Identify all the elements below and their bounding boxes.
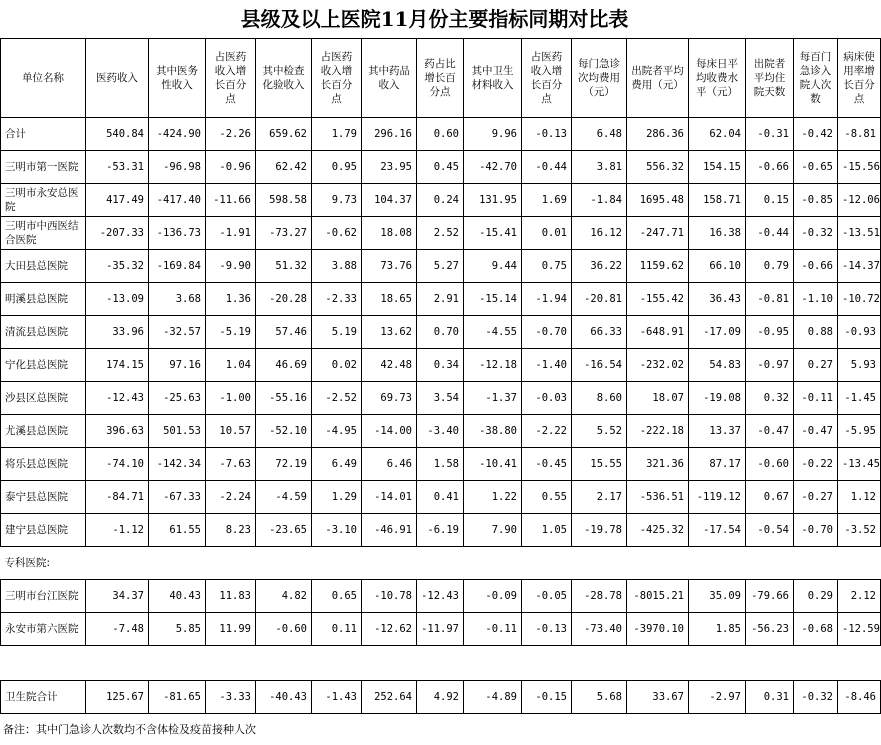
value-cell: 125.67: [86, 681, 149, 714]
value-cell: -8015.21: [627, 580, 689, 613]
unit-name-cell: 合计: [1, 118, 86, 151]
value-cell: -19.08: [689, 382, 746, 415]
value-cell: 0.31: [746, 681, 794, 714]
value-cell: 15.55: [572, 448, 627, 481]
value-cell: -25.63: [149, 382, 206, 415]
value-cell: 66.10: [689, 250, 746, 283]
table-row: [1, 613, 881, 646]
value-cell: -81.65: [149, 681, 206, 714]
value-cell: 5.85: [149, 613, 206, 646]
value-cell: -5.95: [838, 415, 881, 448]
value-cell: -2.26: [206, 118, 256, 151]
value-cell: 0.75: [522, 250, 572, 283]
value-cell: 1.12: [838, 481, 881, 514]
value-cell: -0.42: [794, 118, 838, 151]
column-header: 其中药品收入: [362, 39, 417, 118]
value-cell: 0.27: [794, 349, 838, 382]
value-cell: 1.58: [417, 448, 464, 481]
value-cell: -0.60: [256, 613, 312, 646]
comparison-table: [0, 38, 881, 714]
value-cell: -1.94: [522, 283, 572, 316]
value-cell: 0.01: [522, 217, 572, 250]
value-cell: 4.92: [417, 681, 464, 714]
value-cell: -648.91: [627, 316, 689, 349]
value-cell: 540.84: [86, 118, 149, 151]
value-cell: 6.48: [572, 118, 627, 151]
value-cell: 154.15: [689, 151, 746, 184]
value-cell: 252.64: [362, 681, 417, 714]
value-cell: 1.22: [464, 481, 522, 514]
column-header: 每百门急诊入院人次数: [794, 39, 838, 118]
value-cell: -1.12: [86, 514, 149, 547]
value-cell: -9.90: [206, 250, 256, 283]
value-cell: -0.22: [794, 448, 838, 481]
value-cell: 18.07: [627, 382, 689, 415]
value-cell: -13.45: [838, 448, 881, 481]
value-cell: 16.38: [689, 217, 746, 250]
value-cell: 0.70: [417, 316, 464, 349]
value-cell: 13.37: [689, 415, 746, 448]
value-cell: 1.29: [312, 481, 362, 514]
value-cell: -2.52: [312, 382, 362, 415]
value-cell: -0.62: [312, 217, 362, 250]
value-cell: -0.60: [746, 448, 794, 481]
value-cell: 9.96: [464, 118, 522, 151]
value-cell: -11.66: [206, 184, 256, 217]
value-cell: -0.47: [794, 415, 838, 448]
value-cell: 2.91: [417, 283, 464, 316]
value-cell: -424.90: [149, 118, 206, 151]
value-cell: -3.10: [312, 514, 362, 547]
value-cell: -74.10: [86, 448, 149, 481]
value-cell: -0.13: [522, 613, 572, 646]
value-cell: 1.85: [689, 613, 746, 646]
column-header: 其中卫生材料收入: [464, 39, 522, 118]
unit-name-cell: 明溪县总医院: [1, 283, 86, 316]
value-cell: -20.28: [256, 283, 312, 316]
value-cell: 5.93: [838, 349, 881, 382]
value-cell: 61.55: [149, 514, 206, 547]
value-cell: 174.15: [86, 349, 149, 382]
value-cell: 33.96: [86, 316, 149, 349]
table-body: [1, 118, 881, 714]
value-cell: -84.71: [86, 481, 149, 514]
unit-name-cell: 尤溪县总医院: [1, 415, 86, 448]
value-cell: -2.97: [689, 681, 746, 714]
table-row: [1, 349, 881, 382]
value-cell: 3.54: [417, 382, 464, 415]
value-cell: -12.59: [838, 613, 881, 646]
value-cell: 87.17: [689, 448, 746, 481]
value-cell: -12.43: [86, 382, 149, 415]
value-cell: -12.06: [838, 184, 881, 217]
value-cell: 0.24: [417, 184, 464, 217]
value-cell: 3.81: [572, 151, 627, 184]
value-cell: 158.71: [689, 184, 746, 217]
value-cell: -8.81: [838, 118, 881, 151]
value-cell: 6.49: [312, 448, 362, 481]
value-cell: 11.83: [206, 580, 256, 613]
value-cell: -0.66: [794, 250, 838, 283]
value-cell: 16.12: [572, 217, 627, 250]
value-cell: -12.62: [362, 613, 417, 646]
value-cell: 72.19: [256, 448, 312, 481]
value-cell: -1.43: [312, 681, 362, 714]
value-cell: 66.33: [572, 316, 627, 349]
column-header: 出院者平均住院天数: [746, 39, 794, 118]
value-cell: 1.69: [522, 184, 572, 217]
section-row: [1, 547, 881, 580]
value-cell: -0.09: [464, 580, 522, 613]
column-header: 出院者平均费用（元）: [627, 39, 689, 118]
value-cell: -136.73: [149, 217, 206, 250]
value-cell: 7.90: [464, 514, 522, 547]
value-cell: 18.65: [362, 283, 417, 316]
unit-name-cell: 永安市第六医院: [1, 613, 86, 646]
value-cell: 42.48: [362, 349, 417, 382]
value-cell: -8.46: [838, 681, 881, 714]
value-cell: 0.29: [794, 580, 838, 613]
value-cell: -14.37: [838, 250, 881, 283]
value-cell: -5.19: [206, 316, 256, 349]
value-cell: -0.44: [746, 217, 794, 250]
value-cell: -15.14: [464, 283, 522, 316]
value-cell: 34.37: [86, 580, 149, 613]
value-cell: -4.59: [256, 481, 312, 514]
value-cell: -0.70: [794, 514, 838, 547]
value-cell: 36.43: [689, 283, 746, 316]
value-cell: -12.18: [464, 349, 522, 382]
value-cell: -0.31: [746, 118, 794, 151]
value-cell: -13.09: [86, 283, 149, 316]
value-cell: -1.84: [572, 184, 627, 217]
value-cell: 5.27: [417, 250, 464, 283]
column-header: 其中医务性收入: [149, 39, 206, 118]
value-cell: -28.78: [572, 580, 627, 613]
value-cell: -3970.10: [627, 613, 689, 646]
value-cell: -96.98: [149, 151, 206, 184]
column-header: 每门急诊次均费用（元）: [572, 39, 627, 118]
value-cell: 1.04: [206, 349, 256, 382]
value-cell: 5.19: [312, 316, 362, 349]
value-cell: 73.76: [362, 250, 417, 283]
value-cell: 57.46: [256, 316, 312, 349]
value-cell: -0.97: [746, 349, 794, 382]
value-cell: 5.52: [572, 415, 627, 448]
value-cell: -4.55: [464, 316, 522, 349]
value-cell: -2.24: [206, 481, 256, 514]
value-cell: 13.62: [362, 316, 417, 349]
value-cell: -4.95: [312, 415, 362, 448]
value-cell: 62.42: [256, 151, 312, 184]
column-header: 其中检查化验收入: [256, 39, 312, 118]
table-row: [1, 184, 881, 217]
value-cell: 0.34: [417, 349, 464, 382]
value-cell: -7.48: [86, 613, 149, 646]
value-cell: -0.65: [794, 151, 838, 184]
value-cell: -0.93: [838, 316, 881, 349]
value-cell: 11.99: [206, 613, 256, 646]
value-cell: 0.60: [417, 118, 464, 151]
value-cell: -67.33: [149, 481, 206, 514]
value-cell: -3.40: [417, 415, 464, 448]
value-cell: 3.68: [149, 283, 206, 316]
value-cell: -0.15: [522, 681, 572, 714]
value-cell: 0.45: [417, 151, 464, 184]
value-cell: -10.72: [838, 283, 881, 316]
value-cell: -13.51: [838, 217, 881, 250]
value-cell: -2.22: [522, 415, 572, 448]
value-cell: 4.82: [256, 580, 312, 613]
value-cell: 51.32: [256, 250, 312, 283]
value-cell: 54.83: [689, 349, 746, 382]
unit-name-cell: 泰宁县总医院: [1, 481, 86, 514]
spacer-cell: [1, 646, 881, 681]
value-cell: -14.00: [362, 415, 417, 448]
value-cell: -53.31: [86, 151, 149, 184]
value-cell: -0.27: [794, 481, 838, 514]
value-cell: 321.36: [627, 448, 689, 481]
value-cell: -19.78: [572, 514, 627, 547]
value-cell: 9.44: [464, 250, 522, 283]
value-cell: -2.33: [312, 283, 362, 316]
value-cell: -11.97: [417, 613, 464, 646]
table-row: [1, 217, 881, 250]
value-cell: -4.89: [464, 681, 522, 714]
value-cell: 0.65: [312, 580, 362, 613]
value-cell: 0.32: [746, 382, 794, 415]
value-cell: 131.95: [464, 184, 522, 217]
value-cell: -52.10: [256, 415, 312, 448]
value-cell: 598.58: [256, 184, 312, 217]
table-row: [1, 316, 881, 349]
unit-name-cell: 卫生院合计: [1, 681, 86, 714]
spacer-row: [1, 646, 881, 681]
value-cell: -42.70: [464, 151, 522, 184]
value-cell: 33.67: [627, 681, 689, 714]
value-cell: -1.10: [794, 283, 838, 316]
value-cell: -3.33: [206, 681, 256, 714]
value-cell: -73.27: [256, 217, 312, 250]
value-cell: -56.23: [746, 613, 794, 646]
value-cell: 0.88: [794, 316, 838, 349]
value-cell: -0.66: [746, 151, 794, 184]
table-row: [1, 514, 881, 547]
table-row: [1, 580, 881, 613]
unit-name-cell: 三明市台江医院: [1, 580, 86, 613]
value-cell: -142.34: [149, 448, 206, 481]
value-cell: 1695.48: [627, 184, 689, 217]
value-cell: -1.45: [838, 382, 881, 415]
value-cell: -222.18: [627, 415, 689, 448]
value-cell: 23.95: [362, 151, 417, 184]
table-row: [1, 151, 881, 184]
value-cell: -55.16: [256, 382, 312, 415]
unit-name-cell: 大田县总医院: [1, 250, 86, 283]
value-cell: 62.04: [689, 118, 746, 151]
value-cell: 0.02: [312, 349, 362, 382]
value-cell: 6.46: [362, 448, 417, 481]
table-row: [1, 415, 881, 448]
value-cell: -15.41: [464, 217, 522, 250]
value-cell: 104.37: [362, 184, 417, 217]
unit-name-cell: 宁化县总医院: [1, 349, 86, 382]
value-cell: -0.81: [746, 283, 794, 316]
value-cell: 501.53: [149, 415, 206, 448]
value-cell: 8.60: [572, 382, 627, 415]
value-cell: -119.12: [689, 481, 746, 514]
value-cell: 286.36: [627, 118, 689, 151]
column-header: 占医药收入增长百分点: [312, 39, 362, 118]
footnote: 备注：其中门急诊人次数均不含体检及疫苗接种人次: [3, 723, 256, 736]
column-header: 医药收入: [86, 39, 149, 118]
column-header: 每床日平均收费水平（元）: [689, 39, 746, 118]
value-cell: -0.13: [522, 118, 572, 151]
unit-name-cell: 三明市永安总医院: [1, 184, 86, 217]
value-cell: -1.37: [464, 382, 522, 415]
column-header: 占医药收入增长百分点: [206, 39, 256, 118]
value-cell: 8.23: [206, 514, 256, 547]
value-cell: 0.95: [312, 151, 362, 184]
value-cell: 396.63: [86, 415, 149, 448]
value-cell: -1.00: [206, 382, 256, 415]
value-cell: 1.36: [206, 283, 256, 316]
value-cell: 2.17: [572, 481, 627, 514]
value-cell: 659.62: [256, 118, 312, 151]
value-cell: -40.43: [256, 681, 312, 714]
value-cell: 0.41: [417, 481, 464, 514]
table-row: [1, 250, 881, 283]
unit-name-cell: 将乐县总医院: [1, 448, 86, 481]
value-cell: -10.78: [362, 580, 417, 613]
unit-name-cell: 三明市中西医结合医院: [1, 217, 86, 250]
value-cell: -232.02: [627, 349, 689, 382]
value-cell: -247.71: [627, 217, 689, 250]
value-cell: 2.12: [838, 580, 881, 613]
value-cell: -23.65: [256, 514, 312, 547]
value-cell: -0.11: [794, 382, 838, 415]
value-cell: -0.95: [746, 316, 794, 349]
column-header: 药占比增长百分点: [417, 39, 464, 118]
value-cell: -1.91: [206, 217, 256, 250]
value-cell: -425.32: [627, 514, 689, 547]
value-cell: 10.57: [206, 415, 256, 448]
unit-name-cell: 建宁县总医院: [1, 514, 86, 547]
value-cell: -16.54: [572, 349, 627, 382]
value-cell: 2.52: [417, 217, 464, 250]
value-cell: 40.43: [149, 580, 206, 613]
value-cell: 35.09: [689, 580, 746, 613]
value-cell: 1159.62: [627, 250, 689, 283]
value-cell: -0.44: [522, 151, 572, 184]
section-label: 专科医院:: [1, 547, 881, 580]
value-cell: -38.80: [464, 415, 522, 448]
value-cell: -15.56: [838, 151, 881, 184]
value-cell: -35.32: [86, 250, 149, 283]
value-cell: -0.05: [522, 580, 572, 613]
column-header: 占医药收入增长百分点: [522, 39, 572, 118]
value-cell: -155.42: [627, 283, 689, 316]
value-cell: -169.84: [149, 250, 206, 283]
value-cell: 0.15: [746, 184, 794, 217]
value-cell: 9.73: [312, 184, 362, 217]
value-cell: 18.08: [362, 217, 417, 250]
value-cell: -20.81: [572, 283, 627, 316]
value-cell: -6.19: [417, 514, 464, 547]
value-cell: -17.09: [689, 316, 746, 349]
table-row: [1, 382, 881, 415]
value-cell: -14.01: [362, 481, 417, 514]
value-cell: -0.85: [794, 184, 838, 217]
value-cell: -0.70: [522, 316, 572, 349]
value-cell: -0.96: [206, 151, 256, 184]
table-row: [1, 118, 881, 151]
value-cell: -417.40: [149, 184, 206, 217]
value-cell: 5.68: [572, 681, 627, 714]
value-cell: -73.40: [572, 613, 627, 646]
value-cell: -32.57: [149, 316, 206, 349]
value-cell: -207.33: [86, 217, 149, 250]
table-row: [1, 481, 881, 514]
value-cell: 556.32: [627, 151, 689, 184]
page-title: 县级及以上医院11月份主要指标同期对比表: [240, 7, 629, 31]
value-cell: 0.55: [522, 481, 572, 514]
value-cell: 3.88: [312, 250, 362, 283]
value-cell: -0.03: [522, 382, 572, 415]
value-cell: -0.54: [746, 514, 794, 547]
unit-name-cell: 清流县总医院: [1, 316, 86, 349]
column-header: 单位名称: [1, 39, 86, 118]
table-row: [1, 448, 881, 481]
value-cell: 36.22: [572, 250, 627, 283]
value-cell: -0.47: [746, 415, 794, 448]
value-cell: 97.16: [149, 349, 206, 382]
value-cell: 1.05: [522, 514, 572, 547]
value-cell: 0.67: [746, 481, 794, 514]
value-cell: -0.11: [464, 613, 522, 646]
value-cell: -0.68: [794, 613, 838, 646]
value-cell: -17.54: [689, 514, 746, 547]
value-cell: -3.52: [838, 514, 881, 547]
value-cell: 69.73: [362, 382, 417, 415]
value-cell: 46.69: [256, 349, 312, 382]
value-cell: -0.32: [794, 217, 838, 250]
value-cell: -0.32: [794, 681, 838, 714]
table-row: [1, 681, 881, 714]
value-cell: 1.79: [312, 118, 362, 151]
column-header: 病床使用率增长百分点: [838, 39, 881, 118]
value-cell: -1.40: [522, 349, 572, 382]
value-cell: -12.43: [417, 580, 464, 613]
value-cell: -7.63: [206, 448, 256, 481]
header-row: [1, 39, 881, 118]
unit-name-cell: 三明市第一医院: [1, 151, 86, 184]
table-row: [1, 283, 881, 316]
value-cell: 0.11: [312, 613, 362, 646]
value-cell: -46.91: [362, 514, 417, 547]
value-cell: -10.41: [464, 448, 522, 481]
value-cell: -79.66: [746, 580, 794, 613]
value-cell: 0.79: [746, 250, 794, 283]
value-cell: -0.45: [522, 448, 572, 481]
value-cell: 417.49: [86, 184, 149, 217]
value-cell: 296.16: [362, 118, 417, 151]
value-cell: -536.51: [627, 481, 689, 514]
unit-name-cell: 沙县区总医院: [1, 382, 86, 415]
